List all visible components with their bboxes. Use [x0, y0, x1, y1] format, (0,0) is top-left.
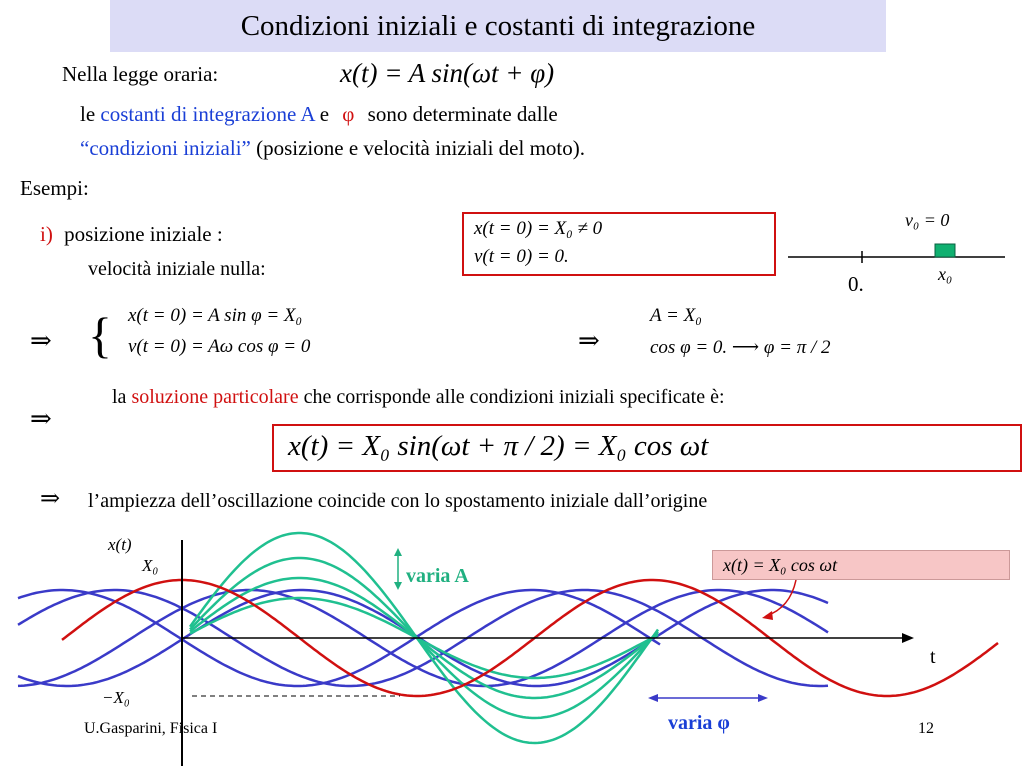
graph-ymax-label: X₀ [142, 556, 159, 575]
callout-formula: x(t) = X₀ cos ωt [712, 550, 1010, 580]
mass-block [935, 244, 955, 257]
intro-line3 [80, 136, 585, 161]
varia-a-label: varia A [406, 565, 469, 587]
initial-conditions-box [462, 212, 776, 276]
box-eq1: x(t = 0) = X₀ ≠ 0 [474, 218, 603, 239]
case-i-line2: velocità iniziale nulla: [88, 258, 266, 280]
varia-phi-arrowhead-right [758, 694, 768, 702]
system-eq1: x(t = 0) = A sin φ = X₀ [128, 305, 303, 326]
intro-line3-highlight: “condizioni iniziali” [80, 136, 251, 160]
position-diagram [780, 205, 1020, 300]
footer-author: U.Gasparini, Fisica I [84, 720, 218, 737]
intro-line2-mid: e [319, 102, 330, 126]
intro-label: Nella legge oraria: [62, 62, 219, 86]
system-arrow2: ⇒ [578, 326, 600, 355]
examples-label: Esempi: [20, 176, 89, 200]
particular-post: che corrisponde alle condizioni iniziali specificate è: [303, 386, 725, 408]
system-arrow: ⇒ [30, 326, 52, 355]
system-brace: { [88, 307, 112, 363]
footer-page: 12 [918, 720, 934, 737]
diagram-x0-label: x₀ [938, 264, 953, 284]
diagram-v0-label: v₀ = 0 [905, 210, 950, 230]
system-res1: A = X₀ [650, 305, 702, 326]
system-eq2: v(t = 0) = Aω cos φ = 0 [128, 336, 311, 357]
slide-title: Condizioni iniziali e costanti di integrazione [110, 0, 886, 52]
varia-phi-label: varia φ [668, 712, 730, 734]
varia-a-arrowhead-up [394, 548, 402, 556]
intro-line3-post: (posizione e velocità iniziali del moto). [256, 136, 586, 160]
particular-pre: la [112, 386, 127, 408]
callout-arrowhead [762, 611, 773, 620]
system-res2: cos φ = 0. ⟶ φ = π / 2 [650, 337, 831, 358]
intro-line2-highlight: costanti di integrazione A [100, 102, 315, 126]
case-i-marker: i) [40, 222, 53, 246]
intro-line2-post: sono determinate dalle [367, 102, 558, 126]
case-i-text1: posizione iniziale : [64, 222, 223, 246]
intro-line2-phi: φ [342, 102, 355, 126]
diagram-origin-label: 0. [848, 272, 864, 296]
graph-ylabel: x(t) [108, 535, 132, 554]
varia-a-arrowhead-down [394, 582, 402, 590]
box-eq2: v(t = 0) = 0. [474, 246, 569, 267]
varia-phi-arrowhead-left [648, 694, 658, 702]
particular-line [112, 386, 725, 409]
intro-line2-pre: le [80, 102, 96, 126]
graph-ymin-label: −X₀ [102, 688, 130, 707]
solution-box [272, 424, 1022, 472]
intro-line2 [80, 102, 558, 127]
solution-formula: x(t) = X₀ sin(ωt + π / 2) = X₀ cos ωt [288, 430, 709, 462]
amplitude-arrow: ⇒ [40, 486, 61, 512]
case-i-line1 [40, 222, 223, 247]
graph-xlabel: t [930, 646, 936, 668]
particular-arrow: ⇒ [30, 404, 52, 433]
x-axis-arrowhead [902, 633, 914, 643]
amplitude-text: l’ampiezza dell’oscillazione coincide con lo spostamento iniziale dall’origine [88, 490, 708, 512]
particular-highlight: soluzione particolare [131, 386, 299, 408]
intro-equation: x(t) = A sin(ωt + φ) [340, 58, 555, 88]
